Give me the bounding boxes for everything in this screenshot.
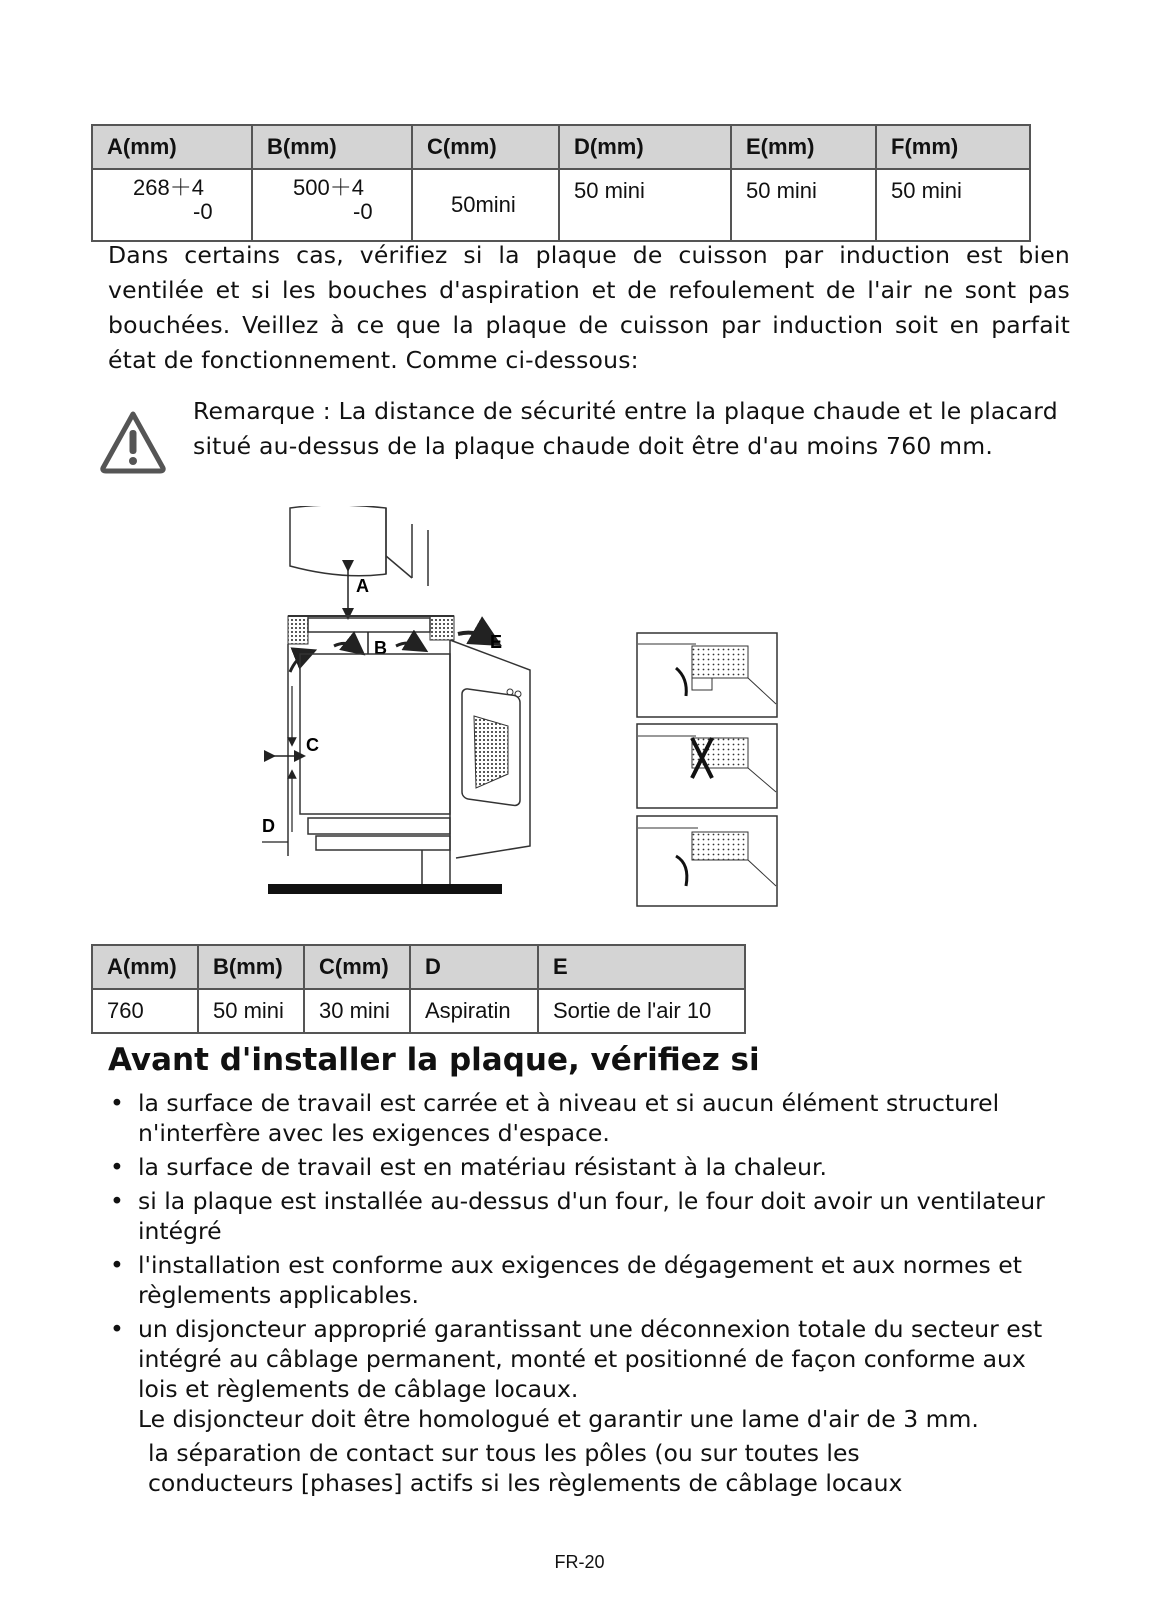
extra-line: conducteurs [phases] actifs si les règlements de câblage locaux	[148, 1469, 903, 1497]
label-c: C	[306, 735, 319, 755]
column-header: A(mm)	[92, 125, 252, 169]
label-d: D	[262, 816, 275, 836]
table-row	[92, 989, 745, 1033]
column-header: F(mm)	[876, 125, 1030, 169]
list-item-text: l'installation est conforme aux exigences de dégagement et aux normes et règlements applicables.	[138, 1251, 1022, 1309]
column-header: D	[410, 945, 538, 989]
list-item-continuation: Le disjoncteur doit être homologué et garantir une lame d'air de 3 mm.	[138, 1405, 979, 1433]
table-row	[92, 169, 1030, 241]
column-header: E(mm)	[731, 125, 876, 169]
list-item-text: un disjoncteur approprié garantissant une déconnexion totale du secteur est intégré au câblage permanent, monté et positionné de façon conforme aux lois et règlements de câblage locaux.	[138, 1315, 1043, 1403]
page-number: FR-20	[554, 1552, 605, 1572]
ventilation-paragraph: Dans certains cas, vérifiez si la plaque de cuisson par induction est bien ventilée et si les bouches d'aspiration et de refoulement de l'air ne sont pas bouchées. Veillez à ce que la plaque de cuisson par induction soit en parfait état de fonctionnement. Comme ci-dessous:	[108, 241, 1070, 374]
checklist	[108, 1088, 1068, 1438]
column-header: B(mm)	[252, 125, 412, 169]
column-header: C(mm)	[304, 945, 410, 989]
cell-c: 50mini	[412, 169, 559, 241]
list-item-text: si la plaque est installée au-dessus d'un four, le four doit avoir un ventilateur intégré	[138, 1187, 1045, 1245]
table-header-row	[92, 125, 1030, 169]
list-item: • un disjoncteur approprié garantissant une déconnexion totale du secteur est intégré au câblage permanent, monté et positionné de façon conforme aux lois et règlements de câblage locaux. Le disjoncteur doit être homologué et garantir une lame d'air de 3 mm.	[110, 1315, 1043, 1433]
cell-e: 50 mini	[731, 169, 876, 241]
list-item: • si la plaque est installée au-dessus d'un four, le four doit avoir un ventilateur intégré	[110, 1187, 1045, 1245]
label-e: E	[490, 632, 503, 652]
cell-b-value: 500＋4	[293, 175, 364, 200]
cell-f: 50 mini	[876, 169, 1030, 241]
airflow-examples	[636, 632, 780, 908]
list-item: • la surface de travail est en matériau résistant à la chaleur.	[110, 1153, 827, 1181]
safety-note: Remarque : La distance de sécurité entre la plaque chaude et le placard situé au-dessus de la plaque chaude doit être d'au moins 760 mm.	[193, 397, 1058, 460]
table-cell: Aspiratin	[410, 989, 538, 1033]
table-cell: 760	[92, 989, 198, 1033]
cell-a-value: 268＋4	[133, 175, 204, 200]
table-cell: 30 mini	[304, 989, 410, 1033]
column-header: C(mm)	[412, 125, 559, 169]
column-header: A(mm)	[92, 945, 198, 989]
list-item-text: la surface de travail est carrée et à niveau et si aucun élément structurel n'interfère avec les exigences d'espace.	[138, 1089, 1000, 1147]
clearance-table	[91, 944, 746, 1034]
table-cell: 50 mini	[198, 989, 304, 1033]
cell-b	[252, 169, 412, 241]
list-item: • la surface de travail est carrée et à niveau et si aucun élément structurel n'interfère avec les exigences d'espace.	[110, 1089, 1000, 1147]
cell-d: 50 mini	[559, 169, 731, 241]
column-header: B(mm)	[198, 945, 304, 989]
table-cell: Sortie de l'air 10	[538, 989, 745, 1033]
label-b: B	[374, 638, 387, 658]
list-item: • l'installation est conforme aux exigences de dégagement et aux normes et règlements applicables.	[110, 1251, 1022, 1309]
extra-line: la séparation de contact sur tous les pôles (ou sur toutes les	[148, 1439, 860, 1467]
column-header: E	[538, 945, 745, 989]
cell-a-tolerance: -0	[193, 199, 213, 224]
table-header-row	[92, 945, 745, 989]
cell-b-tolerance: -0	[353, 199, 373, 224]
column-header: D(mm)	[559, 125, 731, 169]
label-a: A	[356, 576, 369, 596]
warning-triangle-icon	[100, 410, 166, 474]
dimensions-table	[91, 124, 1031, 242]
section-heading: Avant d'installer la plaque, vérifiez si	[108, 1042, 760, 1078]
cell-a	[92, 169, 252, 241]
list-item-text: la surface de travail est en matériau résistant à la chaleur.	[138, 1153, 827, 1181]
installation-diagram	[262, 506, 552, 908]
